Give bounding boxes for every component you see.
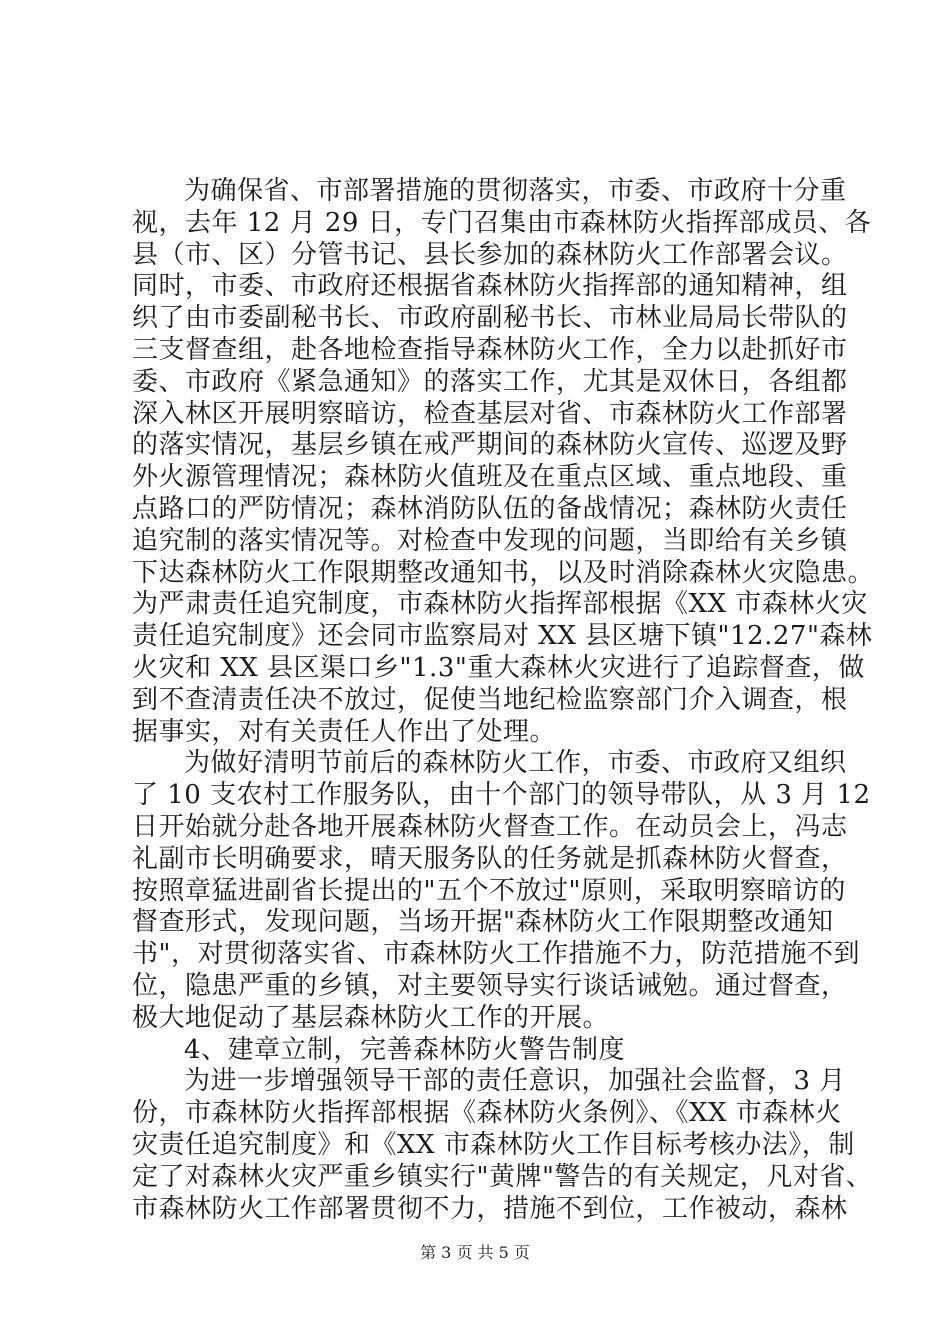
text-line: 到不查清责任决不放过，促使当地纪检监察部门介入调查，根 bbox=[132, 684, 848, 715]
text-line: 灾责任追究制度》和《XX 市森林防火工作目标考核办法》，制 bbox=[132, 1129, 855, 1160]
text-line: 为做好清明节前后的森林防火工作，市委、市政府又组织 bbox=[184, 748, 847, 779]
text-line: 份，市森林防火指挥部根据《森林防火条例》、《XX 市森林火 bbox=[132, 1098, 842, 1129]
text-line: 了 10 支农村工作服务队，由十个部门的领导带队，从 3 月 12 bbox=[132, 780, 871, 811]
text-line: 督查形式，发现问题，当场开据"森林防火工作限期整改通知 bbox=[132, 907, 834, 938]
text-line: 县（市、区）分管书记、县长参加的森林防火工作部署会议。 bbox=[132, 239, 848, 270]
text-line: 礼副市长明确要求，晴天服务队的任务就是抓森林防火督查， bbox=[132, 843, 848, 874]
text-line: 日开始就分赴各地开展森林防火督查工作。在动员会上，冯志 bbox=[132, 811, 848, 842]
text-line: 委、市政府《紧急通知》的落实工作，尤其是双休日，各组都 bbox=[132, 366, 848, 397]
text-line: 为严肃责任追究制度，市森林防火指挥部根据《XX 市森林火灾 bbox=[132, 589, 868, 620]
text-line: 外火源管理情况；森林防火值班及在重点区域、重点地段、重 bbox=[132, 462, 848, 493]
text-line: 火灾和 XX 县区渠口乡"1.3"重大森林火灾进行了追踪督查，做 bbox=[132, 652, 865, 683]
text-line: 深入林区开展明察暗访，检查基层对省、市森林防火工作部署 bbox=[132, 398, 848, 429]
text-line: 织了由市委副秘书长、市政府副秘书长、市林业局局长带队的 bbox=[132, 303, 848, 334]
text-line: 定了对森林火灾严重乡镇实行"黄牌"警告的有关规定，凡对省、 bbox=[132, 1161, 873, 1192]
text-line: 三支督查组，赴各地检查指导森林防火工作，全力以赴抓好市 bbox=[132, 334, 848, 365]
text-line: 位，隐患严重的乡镇，对主要领导实行谈话诫勉。通过督查， bbox=[132, 970, 848, 1001]
text-line: 同时，市委、市政府还根据省森林防火指挥部的通知精神，组 bbox=[132, 271, 848, 302]
text-line: 极大地促动了基层森林防火工作的开展。 bbox=[132, 1002, 610, 1033]
text-line: 书"，对贯彻落实省、市森林防火工作措施不力，防范措施不到 bbox=[132, 939, 860, 970]
section-heading: 4、建章立制，完善森林防火警告制度 bbox=[184, 1034, 626, 1065]
text-line: 据事实，对有关责任人作出了处理。 bbox=[132, 716, 557, 747]
text-line: 的落实情况，基层乡镇在戒严期间的森林防火宣传、巡逻及野 bbox=[132, 430, 848, 461]
body-text bbox=[132, 176, 875, 1225]
text-line: 下达森林防火工作限期整改通知书，以及时消除森林火灾隐患。 bbox=[132, 557, 875, 588]
text-line: 为进一步增强领导干部的责任意识，加强社会监督，3 月 bbox=[184, 1066, 846, 1097]
text-line: 市森林防火工作部署贯彻不力，措施不到位，工作被动，森林 bbox=[132, 1193, 848, 1224]
page-footer bbox=[0, 1243, 950, 1263]
page-number-label: 第 3 页 共 5 页 bbox=[420, 1243, 530, 1262]
text-line: 责任追究制度》还会同市监察局对 XX 县区塘下镇"12.27"森林 bbox=[132, 621, 873, 652]
text-line: 追究制的落实情况等。对检查中发现的问题，当即给有关乡镇 bbox=[132, 525, 848, 556]
text-line: 点路口的严防情况；森林消防队伍的备战情况；森林防火责任 bbox=[132, 493, 848, 524]
text-line: 视，去年 12 月 29 日，专门召集由市森林防火指挥部成员、各 bbox=[132, 207, 872, 238]
text-line: 为确保省、市部署措施的贯彻落实，市委、市政府十分重 bbox=[184, 176, 847, 206]
text-line: 按照章猛进副省长提出的"五个不放过"原则，采取明察暗访的 bbox=[132, 875, 846, 906]
